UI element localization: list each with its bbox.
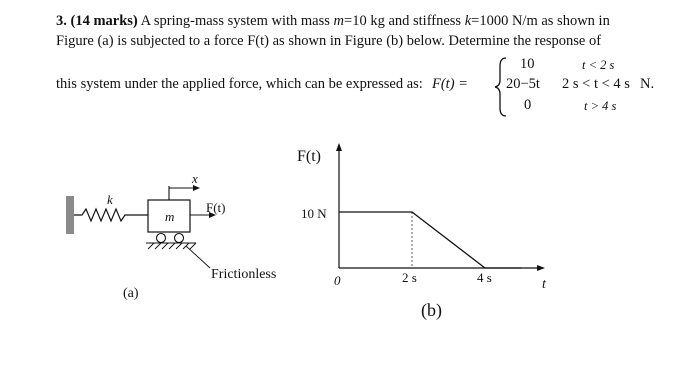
x-axis-arrow (537, 265, 545, 271)
y-tick-label: 10 N (301, 206, 327, 221)
x-tick-2s: 2 s (402, 270, 417, 285)
piece-1-value: 10 (520, 56, 535, 72)
wheel-left (157, 234, 166, 243)
x-tick-0: 0 (334, 273, 341, 288)
figure-b-caption: (b) (421, 300, 442, 320)
wall (66, 196, 74, 234)
y-axis-label: F(t) (297, 148, 321, 165)
mass-label: m (165, 209, 175, 224)
force-curve (339, 212, 522, 268)
piece-2-condition: 2 s < t < 4 s (562, 76, 630, 92)
piece-1-condition: t < 2 s (582, 58, 615, 72)
mass-value: =10 kg and stiffness (344, 13, 465, 29)
problem-line-3: this system under the applied force, which can be expressed as: (56, 76, 423, 92)
problem-text-1: A spring-mass system with mass (137, 13, 334, 29)
spring-label: k (107, 192, 113, 207)
frictionless-label: Frictionless (211, 267, 277, 282)
wheel-right (175, 234, 184, 243)
y-axis-arrow (336, 143, 342, 151)
piece-2-unit: N. (640, 76, 655, 92)
stiffness-value: =1000 N/m as shown in (471, 13, 610, 29)
problem-line-2: Figure (a) is subjected to a force F(t) as shown in Figure (b) below. Determine the response of (56, 33, 602, 49)
piece-3-value: 0 (524, 97, 532, 113)
problem-number: 3. (56, 13, 67, 29)
problem-marks: (14 marks) (70, 13, 138, 29)
force-function-label: F(t) = (432, 76, 468, 92)
piecewise-brace (495, 58, 506, 116)
spring (74, 209, 148, 221)
frictionless-leader (186, 246, 210, 268)
stiffness-symbol: k (464, 13, 472, 29)
x-label: x (192, 171, 198, 186)
figure-a-caption: (a) (123, 286, 139, 301)
figure-b (297, 143, 547, 321)
x-tick-4s: 4 s (477, 270, 492, 285)
piece-3-condition: t > 4 s (584, 99, 617, 113)
figure-a (66, 171, 276, 301)
piece-2-value: 20−5t (506, 76, 540, 92)
mass-symbol: m (333, 13, 345, 29)
x-axis-label: t (542, 277, 546, 292)
force-label: F(t) (206, 200, 226, 215)
